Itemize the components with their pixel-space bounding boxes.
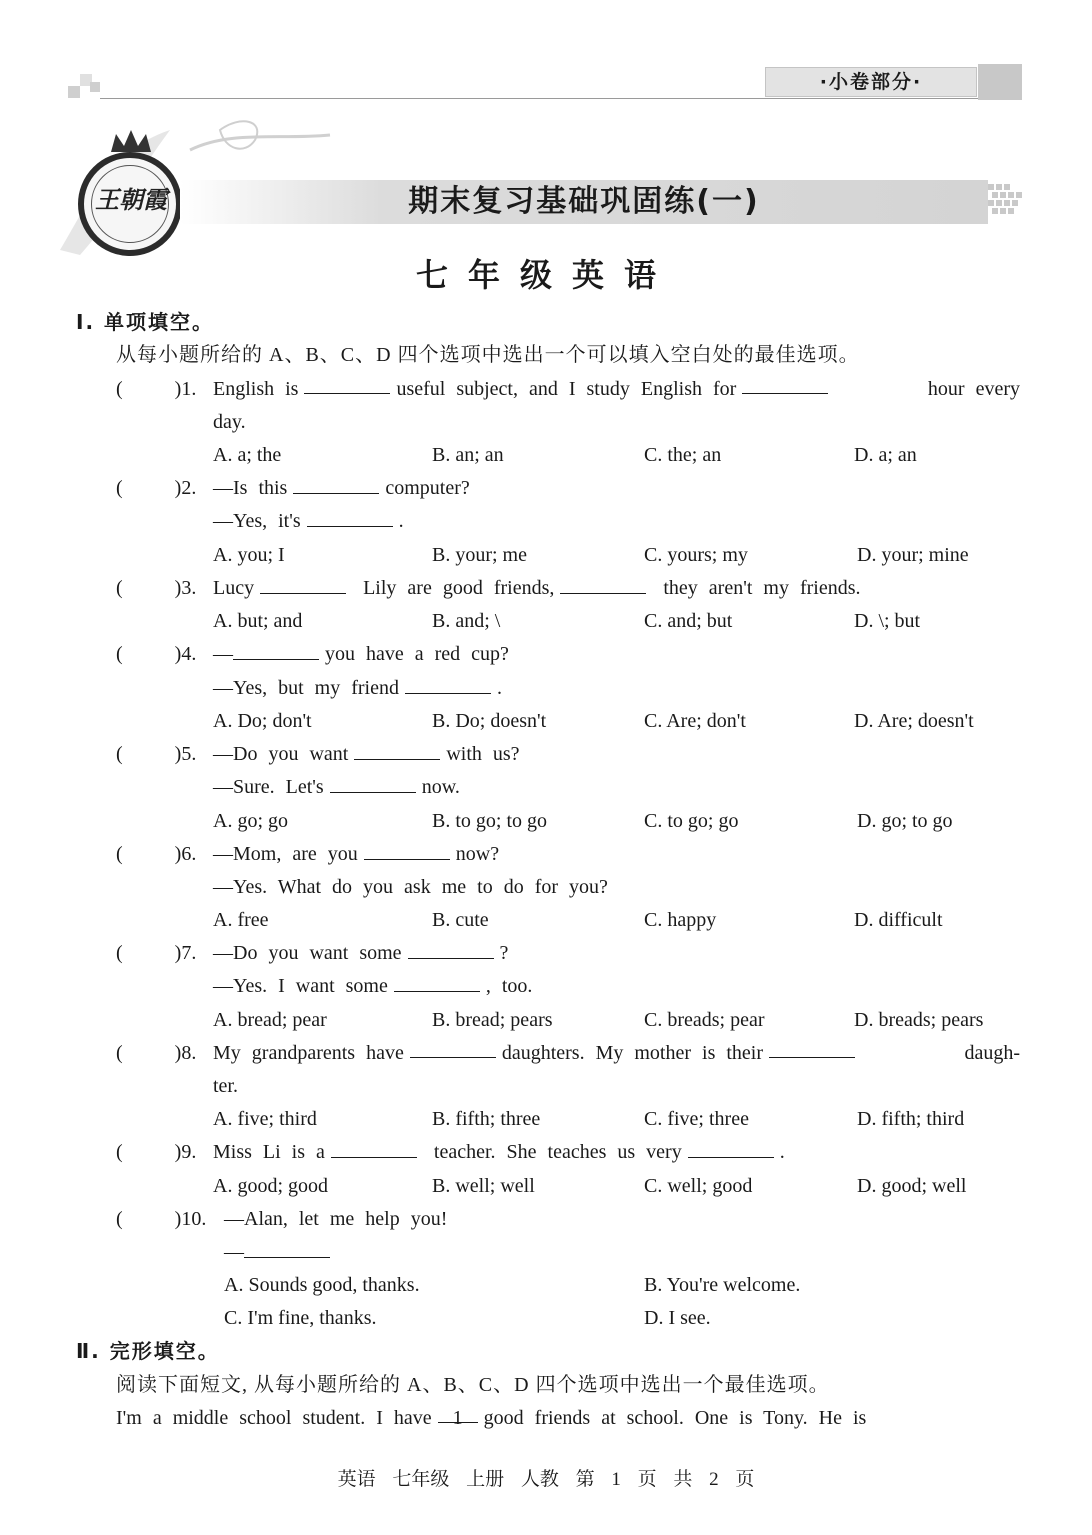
crown-icon — [108, 128, 154, 154]
question-2-reply: —Yes, it's . — [213, 510, 404, 532]
answer-blank[interactable] — [307, 508, 393, 527]
option[interactable]: D. breads; pears — [854, 1009, 984, 1031]
option[interactable]: D. a; an — [854, 444, 917, 466]
option[interactable]: B. bread; pears — [432, 1009, 553, 1031]
answer-blank[interactable] — [688, 1139, 774, 1158]
header-tag-block — [978, 64, 1022, 100]
answer-blank[interactable] — [364, 841, 450, 860]
option[interactable]: C. breads; pear — [644, 1009, 765, 1031]
question-6-stem: —Mom, are you now? — [213, 843, 500, 865]
question-1-stem-cont: day. — [213, 411, 246, 433]
question-6-reply: —Yes. What do you ask me to do for you? — [213, 876, 608, 898]
question-5-stem: —Do you want with us? — [213, 743, 520, 765]
question-3: ( )3. — [116, 577, 197, 599]
question-2-stem: —Is this computer? — [213, 477, 470, 499]
option[interactable]: B. to go; to go — [432, 810, 548, 832]
option[interactable]: B. an; an — [432, 444, 504, 466]
option[interactable]: A. free — [213, 909, 269, 931]
option[interactable]: A. Sounds good, thanks. — [224, 1274, 420, 1296]
option[interactable]: D. I see. — [644, 1307, 711, 1329]
option[interactable]: C. five; three — [644, 1108, 749, 1130]
option[interactable]: B. well; well — [432, 1175, 535, 1197]
header-tag: ·小卷部分· — [765, 67, 977, 97]
answer-blank[interactable] — [233, 641, 319, 660]
title-dots-decoration — [988, 180, 1024, 224]
option[interactable]: A. go; go — [213, 810, 288, 832]
question-7: ( )7. — [116, 942, 197, 964]
header-rule — [100, 98, 1022, 99]
option[interactable]: C. Are; don't — [644, 710, 746, 732]
question-8-stem: My grandparents have daughters. My mother is their daugh- — [213, 1039, 1020, 1067]
question-1-stem: English is useful subject, and I study English for hour every — [213, 375, 1020, 403]
option[interactable]: B. fifth; three — [432, 1108, 541, 1130]
answer-blank[interactable] — [354, 741, 440, 760]
question-8-stem-cont: ter. — [213, 1075, 238, 1097]
answer-blank[interactable] — [742, 375, 828, 394]
section-2-instruction: 阅读下面短文, 从每小题所给的 A、B、C、D 四个选项中选出一个最佳选项。 — [116, 1374, 830, 1396]
answer-blank[interactable] — [260, 575, 346, 594]
option[interactable]: D. fifth; third — [857, 1108, 965, 1130]
option[interactable]: A. five; third — [213, 1108, 317, 1130]
option[interactable]: C. happy — [644, 909, 717, 931]
option[interactable]: C. I'm fine, thanks. — [224, 1307, 377, 1329]
option[interactable]: D. Are; doesn't — [854, 710, 974, 732]
logo-name: 王朝霞 — [95, 188, 167, 214]
option[interactable]: D. \; but — [854, 610, 921, 632]
question-8: ( )8. — [116, 1042, 197, 1064]
question-7-stem: —Do you want some ? — [213, 942, 509, 964]
question-4-stem: — you have a red cup? — [213, 643, 509, 665]
answer-blank[interactable] — [560, 575, 646, 594]
option[interactable]: C. yours; my — [644, 544, 748, 566]
question-10-reply: — — [224, 1238, 336, 1266]
question-9-stem: Miss Li is a teacher. She teaches us very . — [213, 1141, 785, 1163]
option[interactable]: A. a; the — [213, 444, 282, 466]
answer-blank[interactable] — [244, 1239, 330, 1258]
page-footer: 英语 七年级 上册 人教 第 1 页 共 2 页 — [337, 1469, 755, 1490]
question-5: ( )5. — [116, 743, 197, 765]
question-3-stem: Lucy Lily are good friends, they aren't my friends. — [213, 577, 861, 599]
option[interactable]: D. difficult — [854, 909, 943, 931]
option[interactable]: B. cute — [432, 909, 489, 931]
option[interactable]: C. well; good — [644, 1175, 753, 1197]
answer-blank[interactable] — [410, 1039, 496, 1058]
option[interactable]: A. bread; pear — [213, 1009, 327, 1031]
option[interactable]: B. Do; doesn't — [432, 710, 547, 732]
answer-blank[interactable] — [769, 1039, 855, 1058]
answer-blank[interactable] — [408, 940, 494, 959]
decor-square — [68, 86, 80, 98]
option[interactable]: A. but; and — [213, 610, 303, 632]
decor-square — [90, 82, 100, 92]
question-4: ( )4. — [116, 643, 197, 665]
question-9: ( )9. — [116, 1141, 197, 1163]
cloze-blank-1[interactable]: 1 — [438, 1404, 478, 1423]
option[interactable]: A. Do; don't — [213, 710, 312, 732]
question-4-reply: —Yes, but my friend . — [213, 677, 502, 699]
question-6: ( )6. — [116, 843, 197, 865]
option[interactable]: D. your; mine — [857, 544, 969, 566]
answer-blank[interactable] — [304, 375, 390, 394]
question-10-stem: —Alan, let me help you! — [224, 1208, 448, 1230]
question-5-reply: —Sure. Let's now. — [213, 776, 460, 798]
option[interactable]: A. good; good — [213, 1175, 328, 1197]
answer-blank[interactable] — [293, 475, 379, 494]
answer-blank[interactable] — [394, 973, 480, 992]
question-10: ( )10. — [116, 1208, 207, 1230]
answer-blank[interactable] — [330, 774, 416, 793]
option[interactable]: B. You're welcome. — [644, 1274, 801, 1296]
question-2: ( )2. — [116, 477, 197, 499]
option[interactable]: C. to go; go — [644, 810, 739, 832]
answer-blank[interactable] — [405, 675, 491, 694]
section-2-heading: Ⅱ. 完形填空。 — [76, 1339, 220, 1363]
page-subtitle: 七年级英语 — [415, 256, 676, 294]
cloze-passage: I'm a middle school student. I have 1 good friends at school. One is Tony. He is — [116, 1404, 866, 1432]
section-1-instruction: 从每小题所给的 A、B、C、D 四个选项中选出一个可以填入空白处的最佳选项。 — [116, 344, 860, 366]
option[interactable]: B. your; me — [432, 544, 527, 566]
option[interactable]: C. and; but — [644, 610, 733, 632]
option[interactable]: C. the; an — [644, 444, 722, 466]
option[interactable]: A. you; I — [213, 544, 285, 566]
page-title: 期末复习基础巩固练(一) — [408, 184, 760, 219]
answer-blank[interactable] — [331, 1139, 417, 1158]
option[interactable]: D. go; to go — [857, 810, 953, 832]
question-1: ( )1. — [116, 378, 197, 400]
question-7-reply: —Yes. I want some , too. — [213, 975, 533, 997]
section-1-heading: Ⅰ. 单项填空。 — [76, 310, 215, 334]
option[interactable]: B. and; \ — [432, 610, 501, 632]
option[interactable]: D. good; well — [857, 1175, 967, 1197]
